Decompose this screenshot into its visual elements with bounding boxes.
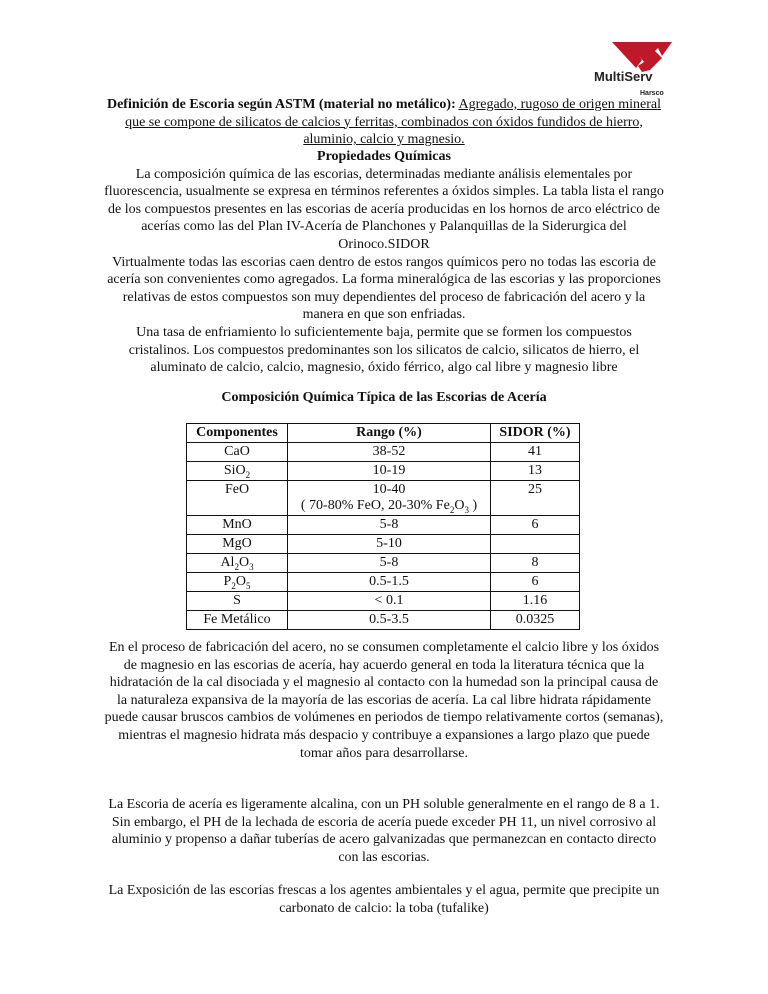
- table-cell: 6: [491, 573, 580, 592]
- definition-text: Agregado, rugoso de origen mineral que se compone de silicatos de calcios y ferritas, combinados con óxidos fundidos de hierro, aluminio, calcio y magnesio.: [125, 97, 662, 148]
- properties-paragraph-2: Virtualmente todas las escorias caen dentro de estos rangos químicos pero no todas las escoria de acería son convenientes como agregados. La forma mineralógica de las escorias y las proporciones relativas de estos compuestos son muy dependientes del proceso de fabricación del acero y la manera en que son enfriadas.: [107, 254, 661, 323]
- table-cell: < 0.1: [288, 592, 491, 611]
- table-header: Componentes: [187, 424, 288, 443]
- table-cell: 41: [491, 443, 580, 462]
- table-cell: 5-8: [288, 516, 491, 535]
- table-cell: S: [187, 592, 288, 611]
- table-title-block: [104, 389, 664, 407]
- table-row: [187, 592, 580, 611]
- table-row: [187, 573, 580, 592]
- alkalinity-section: [104, 796, 664, 866]
- exposure-paragraph: La Exposición de las escorias frescas a los agentes ambientales y el agua, permite que precipite un carbonato de calcio: la toba (tufalike): [108, 883, 660, 916]
- expansion-section: [104, 639, 664, 762]
- expansion-paragraph: En el proceso de fabricación del acero, no se consumen completamente el calcio libre y los óxidos de magnesio en las escorias de acería, hay acuerdo general en toda la literatura técnica que la hidratación de la cal disociada y el magnesio al contacto con la humedad son la principal causa de la naturaleza expansiva de la mayoría de las escorias de acería. La cal libre hidrata rápidamente puede causar bruscos cambios de volúmenes en periodos de tiempo relativamente cortos (semanas), mientras el magnesio hidrata más despacio y contribuye a expansiones a largo plazo que puede tomar años para desarrollarse.: [104, 640, 664, 761]
- table-cell: $P_2O_5$: [187, 573, 288, 592]
- logo-sub: Harsco: [640, 90, 664, 97]
- table-title: Composición Química Típica de las Escorias de Acería: [221, 390, 547, 405]
- table-cell: FeO: [187, 481, 288, 516]
- logo-name: MultiServ: [594, 69, 653, 84]
- table-cell: [491, 535, 580, 554]
- definition-paragraph: [104, 96, 664, 149]
- table-cell: 6: [491, 516, 580, 535]
- table-cell: 25: [491, 481, 580, 516]
- properties-paragraph-3: Una tasa de enfriamiento lo suficientemente baja, permite que se formen los compuestos cristalinos. Los compuestos predominantes son los silicatos de calcio, silicatos de hierro, el aluminato de calcio, calcio, magnesio, óxido férrico, algo cal libre y magnesio libre: [128, 324, 640, 376]
- definition-label: Definición de Escoria según ASTM (material no metálico):: [106, 97, 456, 112]
- table-row: [187, 443, 580, 462]
- table-row: [187, 481, 580, 516]
- table-cell: 38-52: [288, 443, 491, 462]
- table-cell: MgO: [187, 535, 288, 554]
- table-cell: 5-8: [288, 554, 491, 573]
- alkalinity-paragraph: La Escoria de acería es ligeramente alcalina, con un PH soluble generalmente en el rango de 8 a 1. Sin embargo, el PH de la lechada de escoria de acería puede exceder PH 11, un nivel corrosivo al aluminio y propenso a dañar tuberías de acero galvanizadas que permanezcan en contacto directo con las escorias.: [108, 797, 660, 865]
- table-row: [187, 516, 580, 535]
- table-cell: 8: [491, 554, 580, 573]
- table-cell: 0.5-3.5: [288, 611, 491, 630]
- properties-paragraph-1: La composición química de las escorias, determinadas mediante análisis elementales por fluorescencia, usualmente se expresa en términos referentes a óxidos simples. La tabla lista el rango de los compuestos presentes en las escorias de acería producidas en los hornos de arco eléctrico de acerías como las del Plan IV-Acería de Planchones y Palanquillas de la Siderurgica del Orinoco.SIDOR: [104, 166, 664, 252]
- table-row: [187, 462, 580, 481]
- table-cell: $Al_2O_3$: [187, 554, 288, 573]
- properties-heading: Propiedades Químicas: [317, 149, 451, 164]
- table-cell: 13: [491, 462, 580, 481]
- exposure-section: [104, 882, 664, 917]
- table-row: [187, 611, 580, 630]
- table-cell: 10-40 ( 70-80% FeO, 20-30% $Fe_2O_3$ ): [288, 481, 491, 516]
- table-cell: 5-10: [288, 535, 491, 554]
- table-cell: SiO$_2$: [187, 462, 288, 481]
- table-header-row: [187, 424, 580, 443]
- table-cell: CaO: [187, 443, 288, 462]
- table-row: [187, 554, 580, 573]
- composition-table: [186, 423, 580, 630]
- table-header: SIDOR (%): [491, 424, 580, 443]
- composition-table-wrapper: [186, 423, 580, 630]
- table-header: Rango (%): [288, 424, 491, 443]
- table-cell: 10-19: [288, 462, 491, 481]
- table-cell: Fe Metálico: [187, 611, 288, 630]
- table-cell: MnO: [187, 516, 288, 535]
- table-cell: 0.5-1.5: [288, 573, 491, 592]
- properties-section: [104, 148, 664, 377]
- definition-block: [104, 96, 664, 149]
- table-row: [187, 535, 580, 554]
- table-cell: 0.0325: [491, 611, 580, 630]
- table-cell: 1.16: [491, 592, 580, 611]
